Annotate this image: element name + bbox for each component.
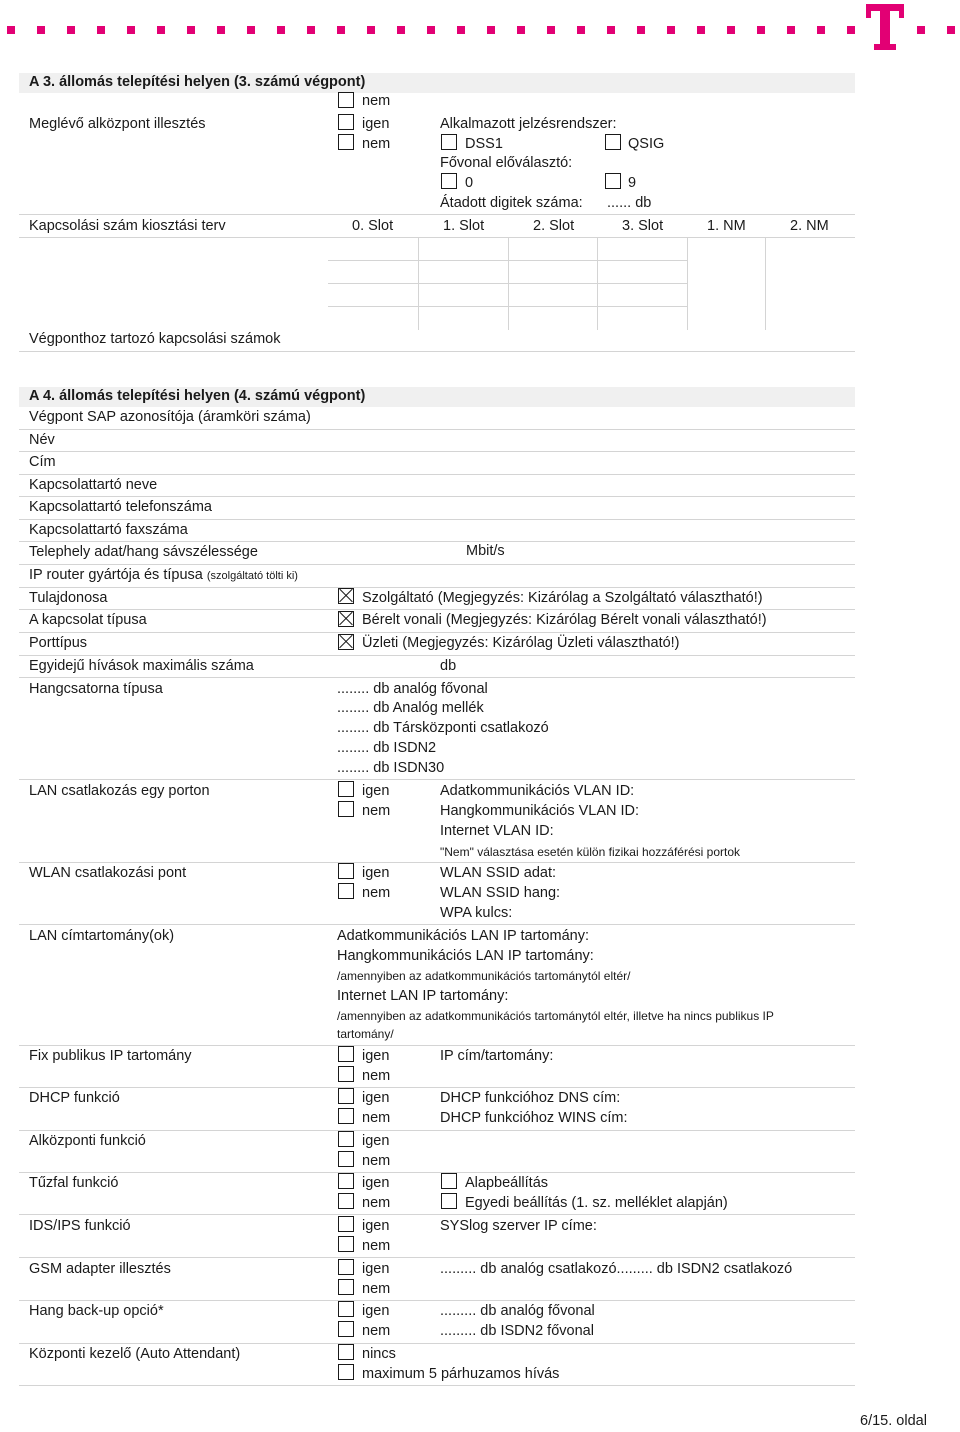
checkbox-fixip-igen[interactable] <box>338 1046 354 1062</box>
internet-vlan-id: Internet VLAN ID: <box>440 823 554 839</box>
numbering-plan-label: Kapcsolási szám kiosztási terv <box>29 218 226 234</box>
option-wlan-nem: nem <box>362 885 391 901</box>
connection-type-value: Bérelt vonali (Megjegyzés: Kizárólag Bérelt vonali választható!) <box>362 612 767 628</box>
dhcp-dns-field: DHCP funkcióhoz DNS cím: <box>440 1090 621 1106</box>
option-dhcp-nem: nem <box>362 1110 391 1126</box>
checkbox-gsm-igen[interactable] <box>338 1259 354 1275</box>
checkbox-backup-nem[interactable] <box>338 1321 354 1337</box>
fw-custom: Egyedi beállítás (1. sz. melléklet alapján) <box>465 1195 728 1211</box>
fw-default: Alapbeállítás <box>465 1175 549 1191</box>
gsm-field: ......... db analóg csatlakozó......... db ISDN2 csatlakozó <box>440 1261 793 1277</box>
channel-isdn2: ........ db ISDN2 <box>337 740 437 756</box>
backup-analog: ......... db analóg fővonal <box>440 1303 595 1319</box>
dhcp-label: DHCP funkció <box>29 1090 120 1106</box>
backup-isdn2: ......... db ISDN2 fővonal <box>440 1323 594 1339</box>
wpa-key: WPA kulcs: <box>440 905 513 921</box>
pbx-function-label: Alközponti funkció <box>29 1133 146 1149</box>
checkbox-prefix-9[interactable] <box>605 173 621 189</box>
router-label <box>29 567 298 583</box>
option-ids-nem: nem <box>362 1238 391 1254</box>
name-label: Név <box>29 432 55 448</box>
checkbox-fw-custom[interactable] <box>441 1193 457 1209</box>
checkbox-backup-igen[interactable] <box>338 1301 354 1317</box>
lan-range-label: LAN címtartomány(ok) <box>29 928 175 944</box>
port-type-label: Porttípus <box>29 635 88 651</box>
option-nem-top: nem <box>362 93 391 109</box>
max-calls-label: Egyidejű hívások maximális száma <box>29 658 254 674</box>
slot-nm-1: 1. NM <box>707 218 746 234</box>
slot-2: 2. Slot <box>533 218 575 234</box>
firewall-label: Tűzfal funkció <box>29 1175 119 1191</box>
checkbox-wlan-igen[interactable] <box>338 863 354 879</box>
option-pbx-func-nem: nem <box>362 1153 391 1169</box>
slot-nm-2: 2. NM <box>790 218 829 234</box>
wlan-label: WLAN csatlakozási pont <box>29 865 187 881</box>
fixed-ip-label: Fix publikus IP tartomány <box>29 1048 192 1064</box>
prefix-9: 9 <box>628 175 637 191</box>
router-note: (szolgáltató tölti ki) <box>206 570 298 582</box>
checkbox-ids-igen[interactable] <box>338 1216 354 1232</box>
owner-value: Szolgáltató (Megjegyzés: Kizárólag a Szolgáltató választható!) <box>362 590 763 606</box>
ids-ips-label: IDS/IPS funkció <box>29 1218 131 1234</box>
voice-backup-label: Hang back-up opció* <box>29 1303 164 1319</box>
checkbox-fw-igen[interactable] <box>338 1173 354 1189</box>
signaling-qsig: QSIG <box>628 136 665 152</box>
signaling-dss1: DSS1 <box>465 136 503 152</box>
data-vlan-id: Adatkommunikációs VLAN ID: <box>440 783 635 799</box>
option-fw-igen: igen <box>362 1175 390 1191</box>
option-lan-igen: igen <box>362 783 390 799</box>
gsm-adapter-label: GSM adapter illesztés <box>29 1261 171 1277</box>
slot-3: 3. Slot <box>622 218 664 234</box>
option-pbx-igen: igen <box>362 116 390 132</box>
option-aa-none: nincs <box>362 1346 396 1362</box>
connection-type-label: A kapcsolat típusa <box>29 612 147 628</box>
option-lan-nem: nem <box>362 803 391 819</box>
checkbox-fixip-nem[interactable] <box>338 1066 354 1082</box>
checkbox-dhcp-nem[interactable] <box>338 1108 354 1124</box>
prefix-0: 0 <box>465 175 474 191</box>
checkbox-ids-nem[interactable] <box>338 1236 354 1252</box>
checkbox-dhcp-igen[interactable] <box>338 1088 354 1104</box>
option-backup-nem: nem <box>362 1323 391 1339</box>
slot-0: 0. Slot <box>352 218 394 234</box>
telekom-logo <box>866 4 904 50</box>
checkbox-business-port[interactable] <box>338 634 354 650</box>
option-dhcp-igen: igen <box>362 1090 390 1106</box>
lan-single-port-label: LAN csatlakozás egy porton <box>29 783 210 799</box>
digits-value: ...... db <box>607 195 652 211</box>
signaling-title: Alkalmazott jelzésrendszer: <box>440 116 617 132</box>
dhcp-wins-field: DHCP funkcióhoz WINS cím: <box>440 1110 628 1126</box>
checkbox-wlan-nem[interactable] <box>338 883 354 899</box>
contact-fax-label: Kapcsolattartó faxszáma <box>29 522 188 538</box>
wlan-ssid-data: WLAN SSID adat: <box>440 865 557 881</box>
channel-isdn30: ........ db ISDN30 <box>337 760 445 776</box>
checkbox-fw-nem[interactable] <box>338 1193 354 1209</box>
checkbox-leased-line[interactable] <box>338 611 354 627</box>
checkbox-aa-max5[interactable] <box>338 1364 354 1380</box>
channel-tie-line: ........ db Társközponti csatlakozó <box>337 720 549 736</box>
sap-id-label: Végpont SAP azonosítója (áramköri száma) <box>29 409 311 425</box>
option-aa-max5: maximum 5 párhuzamos hívás <box>362 1366 560 1382</box>
checkbox-prefix-0[interactable] <box>441 173 457 189</box>
router-label-text: IP router gyártója és típusa <box>29 567 203 583</box>
checkbox-gsm-nem[interactable] <box>338 1279 354 1295</box>
checkbox-lan-igen[interactable] <box>338 781 354 797</box>
lan-range-note-1: /amennyiben az adatkommunikációs tartománytól eltér/ <box>337 969 631 983</box>
channel-analog-trunk: ........ db analóg fővonal <box>337 681 488 697</box>
digits-label: Átadott digitek száma: <box>440 195 583 211</box>
wlan-ssid-voice: WLAN SSID hang: <box>440 885 561 901</box>
data-lan-range: Adatkommunikációs LAN IP tartomány: <box>337 928 589 944</box>
option-fixip-igen: igen <box>362 1048 390 1064</box>
option-pbx-func-igen: igen <box>362 1133 390 1149</box>
internet-lan-range: Internet LAN IP tartomány: <box>337 988 509 1004</box>
checkbox-pbx-igen[interactable] <box>338 114 354 130</box>
option-fw-nem: nem <box>362 1195 391 1211</box>
address-label: Cím <box>29 454 56 470</box>
port-type-value: Üzleti (Megjegyzés: Kizárólag Üzleti választható!) <box>362 635 680 651</box>
section4-title: A 4. állomás telepítési helyen (4. számú végpont) <box>29 388 366 404</box>
contact-phone-label: Kapcsolattartó telefonszáma <box>29 499 212 515</box>
option-fixip-nem: nem <box>362 1068 391 1084</box>
lan-range-note-2b: tartomány/ <box>337 1027 394 1041</box>
voice-lan-range: Hangkommunikációs LAN IP tartomány: <box>337 948 594 964</box>
voice-channel-label: Hangcsatorna típusa <box>29 681 163 697</box>
lan-note: "Nem" választása esetén külön fizikai hozzáférési portok <box>440 845 740 859</box>
option-gsm-nem: nem <box>362 1281 391 1297</box>
auto-attendant-label: Központi kezelő (Auto Attendant) <box>29 1346 241 1362</box>
syslog-field: SYSlog szerver IP címe: <box>440 1218 597 1234</box>
endpoint-numbers-label: Végponthoz tartozó kapcsolási számok <box>29 331 281 347</box>
ip-range-field: IP cím/tartomány: <box>440 1048 554 1064</box>
option-ids-igen: igen <box>362 1218 390 1234</box>
checkbox-pbx-func-nem[interactable] <box>338 1151 354 1167</box>
checkbox-pbx-func-igen[interactable] <box>338 1131 354 1147</box>
checkbox-pbx-nem[interactable] <box>338 134 354 150</box>
slot-1: 1. Slot <box>443 218 485 234</box>
prefix-title: Fővonal előválasztó: <box>440 155 573 171</box>
bandwidth-label: Telephely adat/hang sávszélessége <box>29 544 258 560</box>
option-backup-igen: igen <box>362 1303 390 1319</box>
existing-pbx-label: Meglévő alközpont illesztés <box>29 116 206 132</box>
bandwidth-unit: Mbit/s <box>466 543 505 559</box>
checkbox-lan-nem[interactable] <box>338 801 354 817</box>
contact-name-label: Kapcsolattartó neve <box>29 477 158 493</box>
checkbox-qsig[interactable] <box>605 134 621 150</box>
channel-analog-ext: ........ db Analóg mellék <box>337 700 484 716</box>
voice-vlan-id: Hangkommunikációs VLAN ID: <box>440 803 640 819</box>
lan-range-note-2a: /amennyiben az adatkommunikációs tartománytól eltér, illetve ha nincs publikus IP <box>337 1009 774 1023</box>
option-gsm-igen: igen <box>362 1261 390 1277</box>
checkbox-fw-default[interactable] <box>441 1173 457 1189</box>
owner-label: Tulajdonosa <box>29 590 108 606</box>
checkbox-aa-none[interactable] <box>338 1344 354 1360</box>
section3-title: A 3. állomás telepítési helyen (3. számú végpont) <box>29 74 366 90</box>
page-number: 6/15. oldal <box>860 1413 927 1429</box>
checkbox-dss1[interactable] <box>441 134 457 150</box>
option-pbx-nem: nem <box>362 136 391 152</box>
option-wlan-igen: igen <box>362 865 390 881</box>
checkbox-nem-top[interactable] <box>338 92 354 108</box>
max-calls-unit: db <box>440 658 457 674</box>
checkbox-owner-provider[interactable] <box>338 588 354 604</box>
